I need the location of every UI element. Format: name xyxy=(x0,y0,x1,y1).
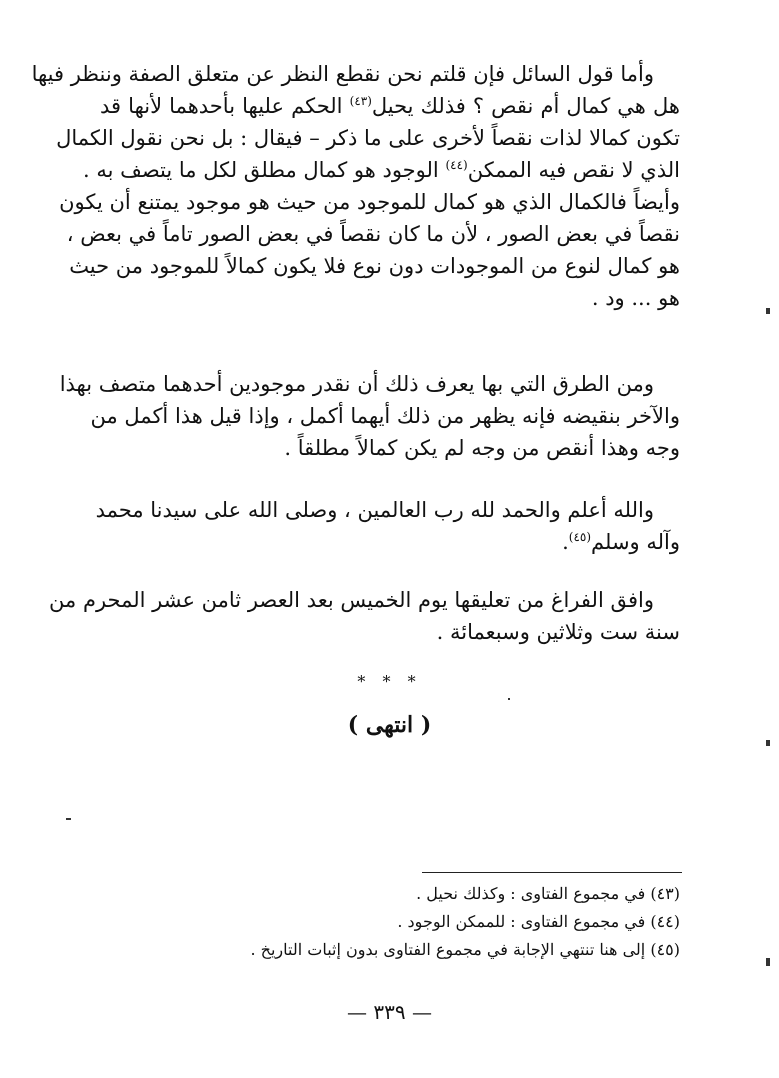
paragraph-line: والآخر بنقيضه فإنه يظهر من ذلك أيهما أكمل ، وإذا قيل هذا أكمل من xyxy=(90,404,680,428)
paragraph-2 xyxy=(59,368,680,464)
section-separator: * * * xyxy=(357,672,422,691)
paragraph-line: وأما قول السائل فإن قلتم نحن نقطع النظر عن متعلق الصفة وننظر فيها xyxy=(31,62,654,86)
scan-speck xyxy=(508,698,510,700)
paragraph-1 xyxy=(31,58,680,314)
footnote-marker: (٤٥) xyxy=(568,530,592,544)
paragraph-line: تكون كمالا لذات نقصاً لأخرى على ما ذكر – فيقال : بل نحن نقول الكمال xyxy=(56,126,680,150)
paragraph-line: وأيضاً فالكمال الذي هو كمال للموجود من حيث هو موجود يمتنع أن يكون xyxy=(59,190,680,214)
paragraph-line: هو ... ود . xyxy=(591,286,680,310)
paragraph-line: وآله وسلم$^{(٤٥)}$. xyxy=(562,530,680,554)
paragraph-line: هو كمال لنوع من الموجودات دون نوع فلا يكون كمالاً للموجود من حيث xyxy=(69,254,680,278)
footnotes xyxy=(180,880,680,964)
scan-speck xyxy=(66,818,71,820)
paragraph-line: سنة ست وثلاثين وسبعمائة . xyxy=(436,620,680,644)
paragraph-line: والله أعلم والحمد لله رب العالمين ، وصلى الله على سيدنا محمد xyxy=(95,498,654,522)
footnote-45: (٤٥) إلى هنا تنتهي الإجابة في مجموع الفتاوى بدون إثبات التاريخ . xyxy=(250,940,680,959)
paragraph-4 xyxy=(49,584,680,648)
paragraph-line: وافق الفراغ من تعليقها يوم الخميس بعد العصر ثامن عشر المحرم من xyxy=(49,588,654,612)
scan-speck xyxy=(766,958,770,966)
footnote-marker: (٤٣) xyxy=(349,94,372,108)
footnote-43: (٤٣) في مجموع الفتاوى : وكذلك نحيل . xyxy=(416,884,680,903)
scan-speck xyxy=(766,740,770,746)
footnote-divider xyxy=(422,872,682,873)
page-number: — ٣٣٩ — xyxy=(347,1000,432,1024)
paragraph-line: الذي لا نقص فيه الممكن$^{(٤٤)}$ الوجود هو كمال مطلق لكل ما يتصف به . xyxy=(82,158,680,182)
paragraph-line: ومن الطرق التي بها يعرف ذلك أن نقدر موجودين أحدهما متصف بهذا xyxy=(59,372,654,396)
end-marker: ( انتهى ) xyxy=(347,712,432,738)
paragraph-line: نقصاً في بعض الصور ، لأن ما كان نقصاً في بعض الصور تاماً في بعض ، xyxy=(66,222,680,246)
footnote-44: (٤٤) في مجموع الفتاوى : للممكن الوجود . xyxy=(397,912,680,931)
paragraph-3 xyxy=(95,494,680,558)
paragraph-line: وجه وهذا أنقص من وجه لم يكن كمالاً مطلقاً . xyxy=(284,436,680,460)
paragraph-line: هل هي كمال أم نقص ؟ فذلك يحيل$^{(٤٣)}$ الحكم عليها بأحدهما لأنها قد xyxy=(100,94,680,118)
scan-speck xyxy=(766,308,770,314)
footnote-marker: (٤٤) xyxy=(445,158,468,172)
